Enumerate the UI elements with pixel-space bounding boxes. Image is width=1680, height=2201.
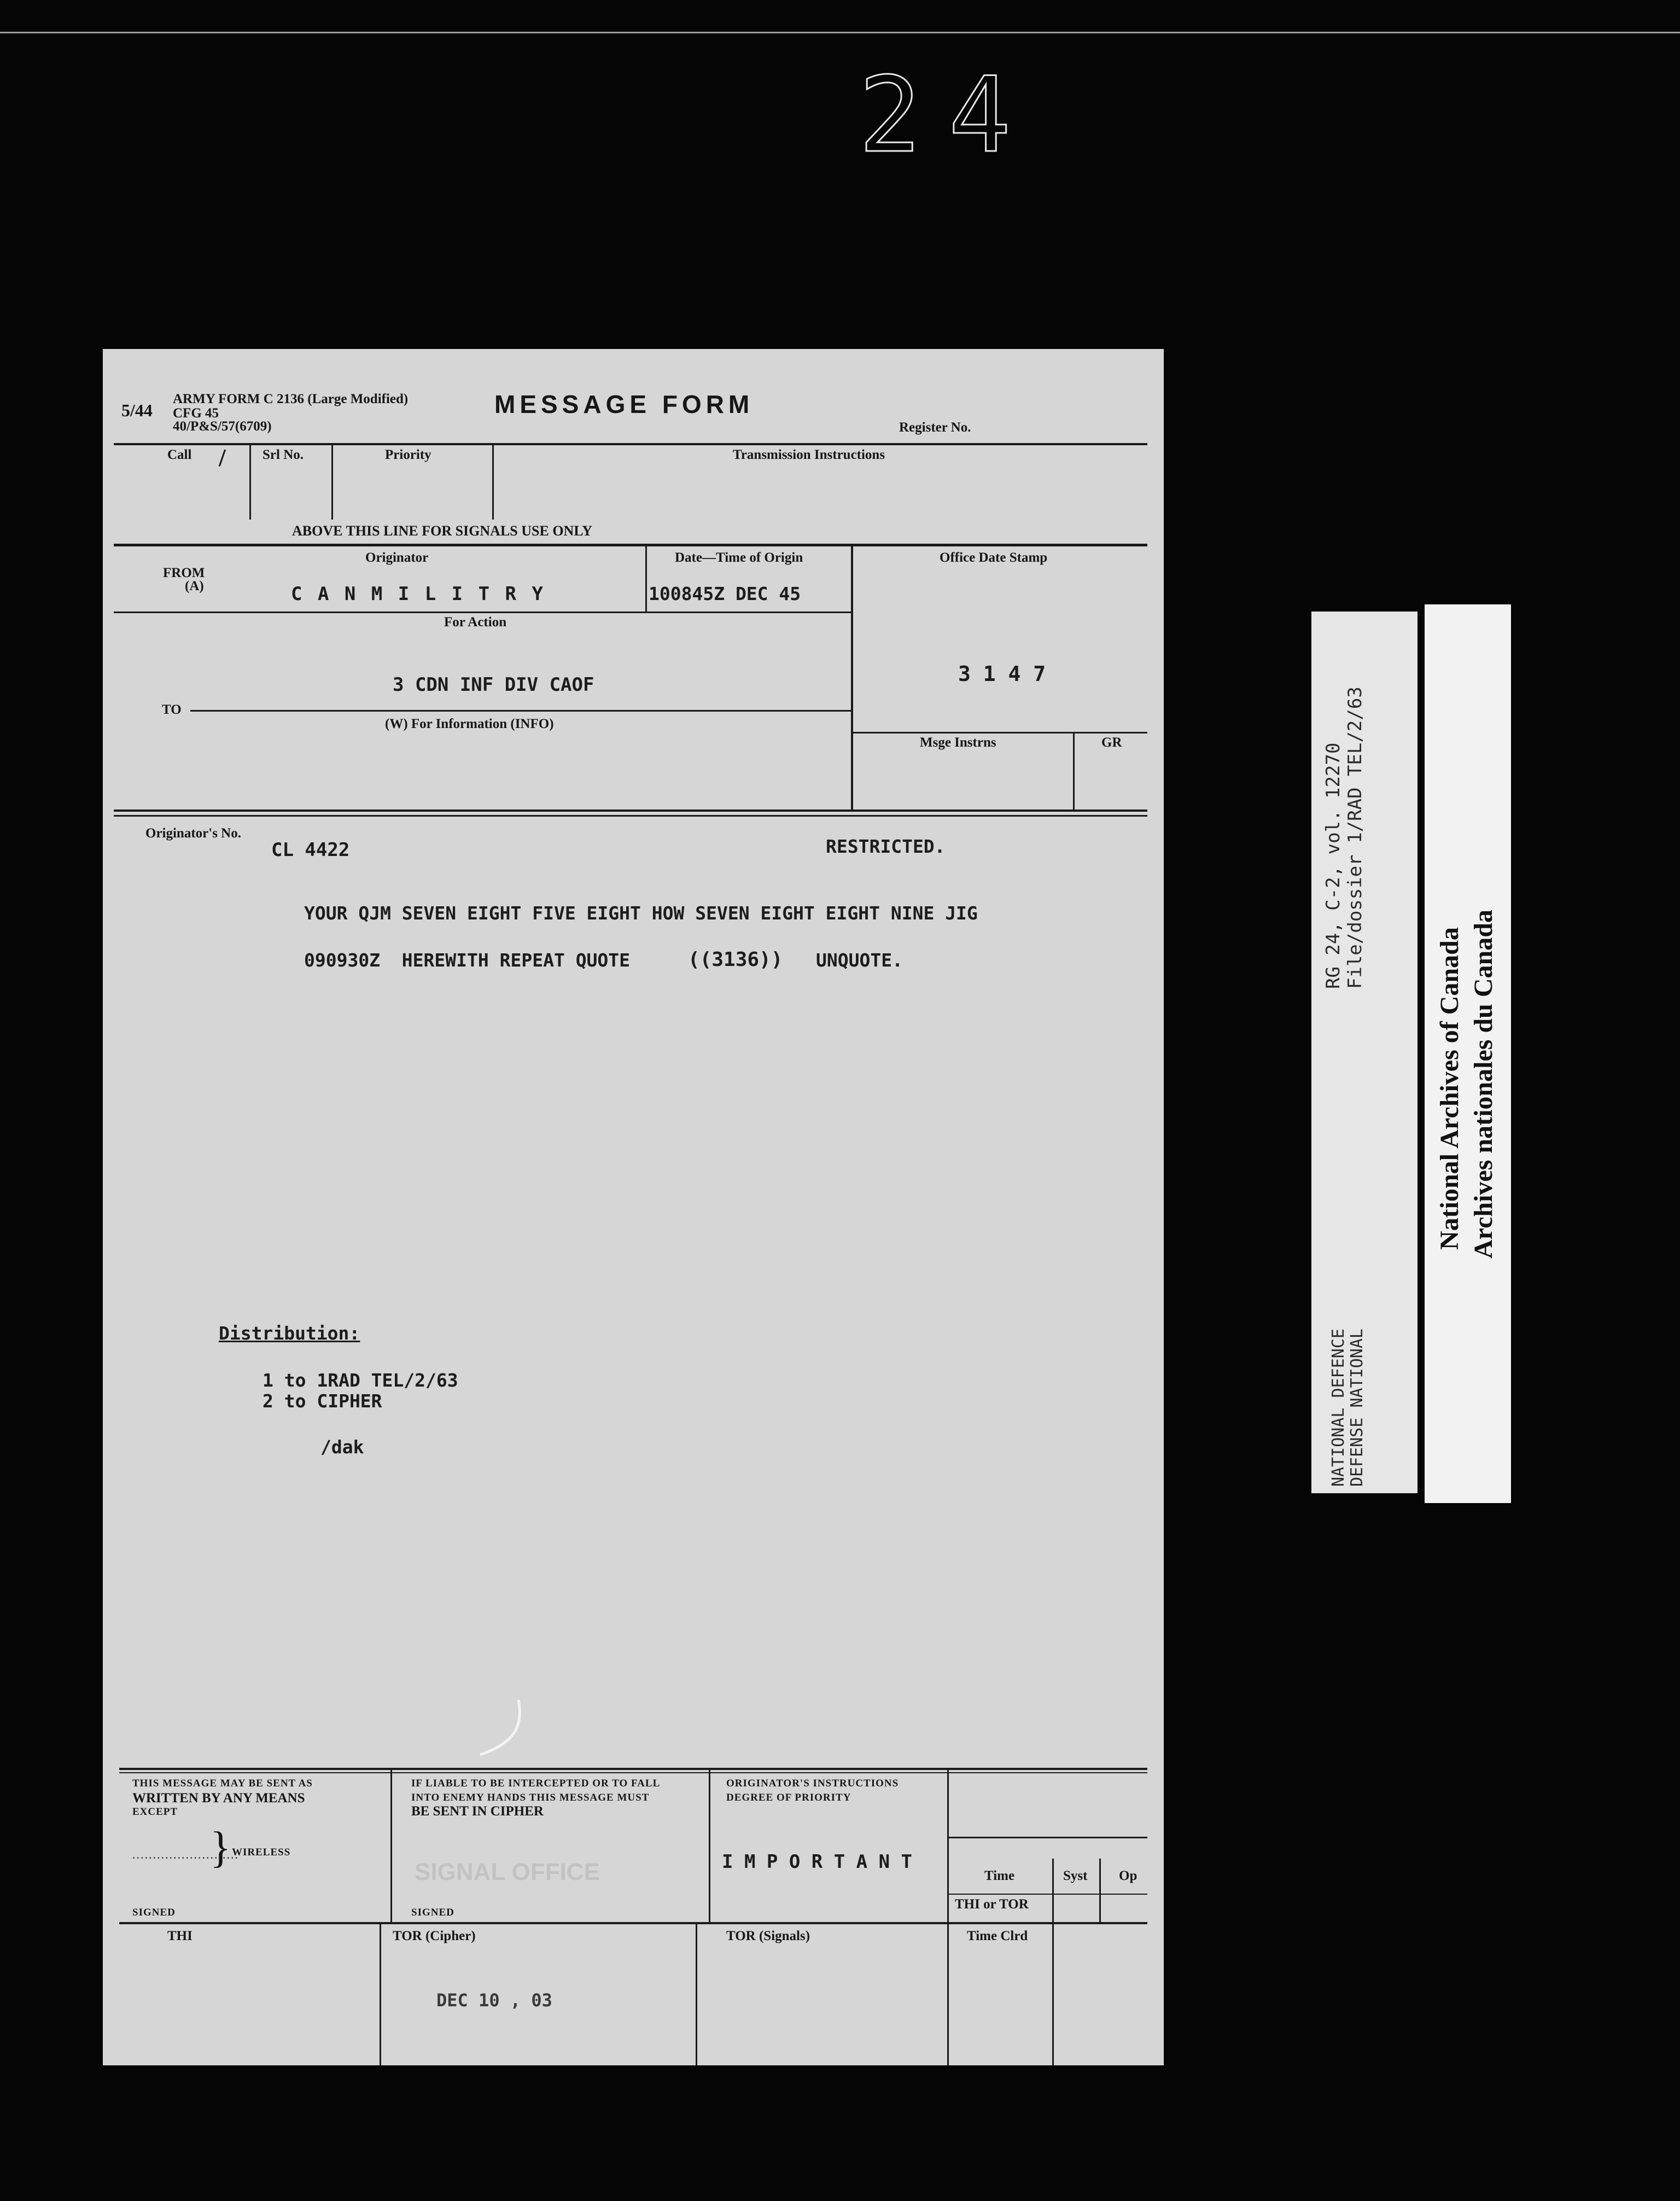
signals-use-note: ABOVE THIS LINE FOR SIGNALS USE ONLY (292, 523, 593, 539)
distribution-item-1: 1 to 1RAD TEL/2/63 (262, 1370, 458, 1391)
classification: RESTRICTED. (826, 836, 946, 857)
from-label: FROM (163, 566, 205, 580)
archive-reference-label (1311, 612, 1418, 1493)
archive-ref-line1: RG 24, C-2, vol. 12270 (1322, 742, 1344, 989)
nac-english: National Archives of Canada (1435, 927, 1464, 1250)
message-body-line1: YOUR QJM SEVEN EIGHT FIVE EIGHT HOW SEVEN EIGHT EIGHT NINE JIG (304, 902, 978, 924)
signed-label-2: SIGNED (411, 1907, 454, 1918)
priority-label: Priority (385, 447, 431, 462)
thi-or-tor-label: THI or TOR (955, 1897, 1029, 1912)
thi-label: THI (167, 1929, 192, 1943)
message-body-line2-b: ((3136)) (688, 948, 783, 971)
archive-ref-line2: File/dossier 1/RAD TEL/2/63 (1344, 686, 1366, 989)
national-archives-label (1425, 604, 1511, 1503)
department-fr: DEFENSE NATIONAL (1348, 1329, 1367, 1487)
from-sub-label: (A) (185, 579, 204, 593)
wireless-dots: .......................... (132, 1848, 239, 1861)
wireless-label: WIRELESS (232, 1847, 291, 1858)
srl-no-label: Srl No. (262, 447, 304, 462)
signal-office-stamp: SIGNAL OFFICE (415, 1859, 600, 1885)
originators-no-value: CL 4422 (271, 839, 350, 861)
brace: } (210, 1824, 231, 1872)
tor-cipher-label: TOR (Cipher) (393, 1929, 476, 1943)
register-no-label: Register No. (899, 420, 971, 435)
top-rule (0, 32, 1680, 33)
message-form-sheet (103, 349, 1164, 2065)
print-code: 40/P&S/57(6709) (173, 419, 272, 434)
footer-col1-line1: THIS MESSAGE MAY BE SENT AS (132, 1778, 313, 1789)
msge-instrns-label: Msge Instrns (920, 735, 996, 750)
originators-no-label: Originator's No. (145, 826, 241, 841)
dto-value: 100845Z DEC 45 (649, 583, 801, 604)
distribution-label: Distribution: (219, 1323, 360, 1344)
call-label: Call (167, 447, 192, 462)
footer-col2-line1: IF LIABLE TO BE INTERCEPTED OR TO FALL (411, 1778, 661, 1789)
op-label: Op (1119, 1868, 1138, 1883)
army-form-number: ARMY FORM C 2136 (Large Modified) (173, 392, 409, 406)
footer-col1-line2: WRITTEN BY ANY MEANS (132, 1791, 305, 1806)
signed-label-1: SIGNED (132, 1907, 176, 1918)
to-label: TO (162, 702, 182, 717)
footer-col3-line1: ORIGINATOR'S INSTRUCTIONS (726, 1778, 899, 1789)
dto-label: Date—Time of Origin (675, 550, 803, 565)
message-body-line2-a: 090930Z HEREWITH REPEAT QUOTE (304, 950, 631, 971)
call-mark: / (219, 444, 226, 471)
cfg-code: CFG 45 (173, 406, 219, 421)
form-id: 5/44 (121, 400, 153, 420)
tor-signals-label: TOR (Signals) (726, 1929, 810, 1943)
form-title: MESSAGE FORM (494, 390, 754, 418)
office-stamp-number: 3 1 4 7 (958, 662, 1046, 686)
for-action-label: For Action (444, 615, 507, 630)
originator-value: C A N M I L I T R Y (291, 583, 545, 605)
priority-value: I M P O R T A N T (722, 1851, 912, 1873)
to-value: 3 CDN INF DIV CAOF (393, 674, 594, 696)
gr-label: GR (1101, 735, 1122, 750)
time-clrd-label: Time Clrd (967, 1929, 1028, 1943)
office-date-stamp-label: Office Date Stamp (940, 550, 1048, 565)
transmission-instructions-label: Transmission Instructions (733, 447, 885, 462)
time-label: Time (984, 1868, 1015, 1883)
footer-col1-line3: EXCEPT (132, 1806, 178, 1818)
footer-col2-line2: INTO ENEMY HANDS THIS MESSAGE MUST (411, 1792, 650, 1803)
department-en: NATIONAL DEFENCE (1329, 1329, 1348, 1487)
originator-label: Originator (365, 550, 429, 565)
footer-col2-line3: BE SENT IN CIPHER (411, 1804, 544, 1819)
info-label: (W) For Information (INFO) (385, 717, 554, 731)
syst-label: Syst (1063, 1868, 1088, 1883)
page-number: 24 (859, 55, 1039, 176)
footer-col3-line2: DEGREE OF PRIORITY (726, 1792, 851, 1803)
nac-french: Archives nationales du Canada (1469, 910, 1498, 1259)
pencil-mark (475, 1695, 540, 1760)
initials: /dak (320, 1436, 364, 1458)
message-body-line2-c: UNQUOTE. (816, 950, 903, 971)
tor-cipher-value: DEC 10 , 03 (436, 1990, 552, 2011)
distribution-item-2: 2 to CIPHER (262, 1390, 382, 1412)
